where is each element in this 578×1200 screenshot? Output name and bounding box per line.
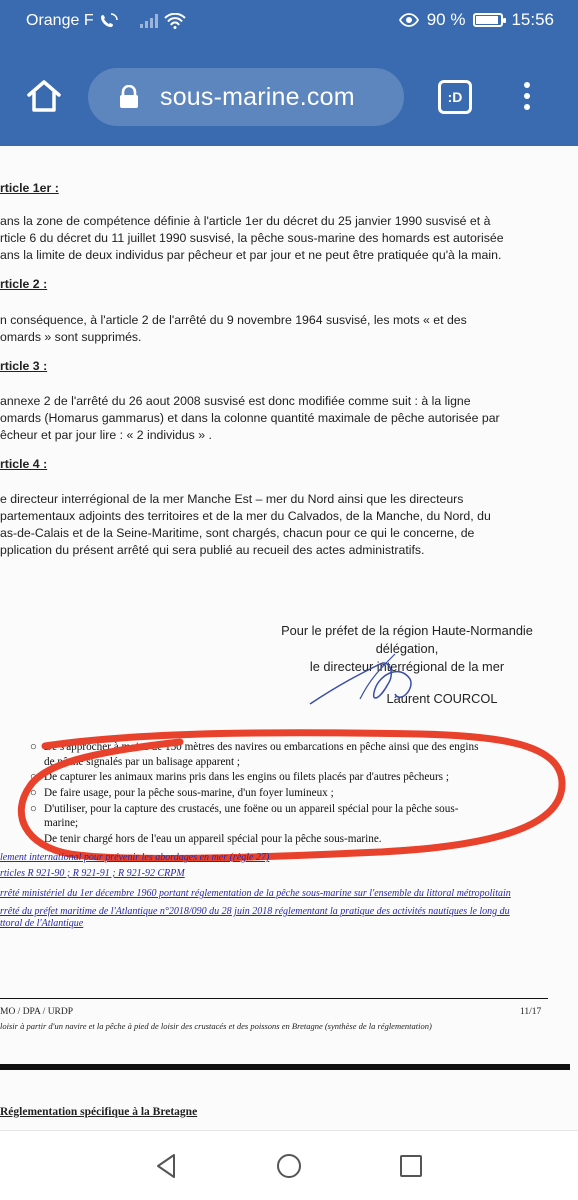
footer-rule — [0, 998, 548, 999]
system-navigation-bar — [0, 1130, 578, 1200]
page-break — [0, 1064, 570, 1070]
article4-heading: rticle 4 : — [0, 457, 48, 471]
bullet-marker: ○ — [30, 803, 37, 815]
signatory-name: Laurent COURCOL — [386, 691, 498, 706]
article2-line: n conséquence, à l'article 2 de l'arrêté du 9 novembre 1964 susvisé, les mots « et des — [0, 313, 467, 327]
pdf-page[interactable] — [0, 146, 578, 1130]
back-triangle-icon[interactable] — [152, 1151, 182, 1181]
recents-square-icon[interactable] — [396, 1151, 426, 1181]
browser-toolbar — [0, 46, 578, 146]
article2-line: omards » sont supprimés. — [0, 330, 142, 344]
bullet-item: De capturer les animaux marins pris dans les engins ou filets placés par d'autres pêcheurs ; — [44, 771, 449, 783]
bullet-item: De faire usage, pour la pêche sous-marine, d'un foyer lumineux ; — [44, 787, 334, 799]
article4-line: e directeur interrégional de la mer Manche Est – mer du Nord ainsi que les directeurs — [0, 492, 464, 506]
signature-line: Pour le préfet de la région Haute-Normandie — [281, 623, 533, 638]
article4-line: pplication du présent arrêté qui sera publié au recueil des actes administratifs. — [0, 543, 425, 557]
wifi-calling-icon — [100, 13, 118, 29]
carrier-label: Orange F — [26, 12, 94, 29]
article1-line: rticle 6 du décret du 11 juillet 1990 susvisé, la pêche sous-marine des homards est autorisée — [0, 231, 504, 245]
reference-link[interactable]: rrêté ministériel du 1er décembre 1960 portant réglementation de la pêche sous-marine sur l'ensemble du littoral métropolitain — [0, 888, 511, 899]
footer-caption: loisir à partir d'un navire et la pêche à pied de loisir des crustacés et des poissons en Bretagne (synthèse de la réglementation) — [0, 1021, 432, 1031]
bullet-item: D'utiliser, pour la capture des crustacés, une foëne ou un appareil spécial pour la pêche sous- — [44, 803, 459, 815]
signature-line: délégation, — [375, 641, 439, 656]
article4-line: partementaux adjoints des territoires et de la mer du Calvados, de la Manche, du Nord, du — [0, 509, 491, 523]
bullet-item: De tenir chargé hors de l'eau un appareil spécial pour la pêche sous-marine. — [44, 833, 382, 845]
reference-link[interactable]: rticles R 921-90 ; R 921-91 ; R 921-92 CRPM — [0, 868, 185, 879]
eye-comfort-icon — [399, 13, 419, 27]
bullet-marker: ○ — [30, 787, 37, 799]
home-icon[interactable] — [24, 76, 64, 116]
reference-link[interactable]: lement international pour prévenir les abordages en mer (règle 27) — [0, 852, 270, 863]
bullet-marker: ○ — [30, 833, 37, 845]
url-text: sous-marine.com — [160, 82, 355, 111]
battery-icon — [473, 13, 503, 27]
next-section-heading: Réglementation spécifique à la Bretagne — [0, 1106, 198, 1118]
bullet-item: De s'approcher à moins de 150 mètres des navires ou embarcations en pêche ainsi que des engins — [44, 741, 479, 753]
article1-line: ans la limite de deux individus par pêcheur et par jour et ne peut être pratiquée qu'à la main. — [0, 248, 502, 262]
signature-line: le directeur interrégional de la mer — [309, 659, 505, 674]
wifi-icon — [164, 13, 186, 29]
bullet-marker: ○ — [30, 741, 37, 753]
clock: 15:56 — [511, 10, 554, 29]
cell-signal-icon — [140, 14, 158, 28]
tab-switcher-button[interactable]: :D — [438, 80, 472, 114]
footer-left: MO / DPA / URDP — [0, 1007, 74, 1017]
article3-line: annexe 2 de l'arrêté du 26 aout 2008 susvisé est donc modifiée comme suit : à la ligne — [0, 394, 471, 408]
reference-link[interactable]: rrêté du préfet maritime de l'Atlantique n°2018/090 du 28 juin 2018 réglementant la pratique des activités nautiques le long du — [0, 906, 510, 917]
more-menu-icon[interactable] — [522, 82, 532, 114]
article4-line: as-de-Calais et de la Seine-Maritime, sont chargés, chacun pour ce qui le concerne, de — [0, 526, 475, 540]
battery-percent: 90 % — [426, 10, 466, 29]
status-bar — [0, 0, 578, 46]
bullet-item-continued: marine; — [44, 817, 79, 829]
bullet-marker: ○ — [30, 771, 37, 783]
footer-page-number: 11/17 — [520, 1007, 542, 1017]
article3-line: omards (Homarus gammarus) et dans la colonne quantité maximale de pêche autorisée par — [0, 411, 500, 425]
article3-heading: rticle 3 : — [0, 359, 48, 373]
home-circle-icon[interactable] — [274, 1151, 304, 1181]
reference-link[interactable]: ttoral de l'Atlantique — [0, 918, 84, 929]
article2-heading: rticle 2 : — [0, 277, 48, 291]
bullet-item-continued: de pêche signalés par un balisage apparent ; — [44, 756, 241, 768]
address-bar[interactable] — [88, 68, 404, 126]
article1-line: ans la zone de compétence définie à l'article 1er du décret du 25 janvier 1990 susvisé et à — [0, 214, 491, 228]
handwritten-signature — [300, 644, 430, 714]
article1-heading: rticle 1er : — [0, 181, 59, 195]
lock-icon — [118, 85, 140, 109]
article3-line: êcheur et par jour lire : « 2 individus » . — [0, 428, 212, 442]
